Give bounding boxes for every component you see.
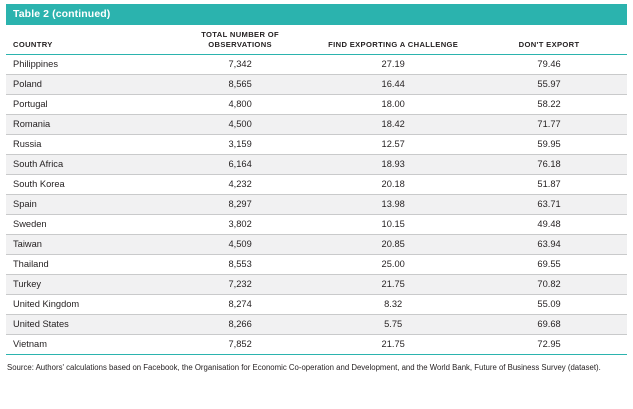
table-row [6, 274, 627, 294]
cell-country: Portugal [6, 94, 165, 114]
table-row [6, 214, 627, 234]
cell-challenge: 20.85 [315, 234, 471, 254]
cell-dont-export: 72.95 [471, 334, 627, 354]
cell-country: United States [6, 314, 165, 334]
cell-dont-export: 55.97 [471, 74, 627, 94]
cell-country: South Korea [6, 174, 165, 194]
cell-challenge: 12.57 [315, 134, 471, 154]
data-table [6, 25, 627, 355]
cell-challenge: 20.18 [315, 174, 471, 194]
cell-challenge: 18.42 [315, 114, 471, 134]
cell-observations: 3,802 [165, 214, 315, 234]
table-row [6, 154, 627, 174]
cell-dont-export: 49.48 [471, 214, 627, 234]
cell-observations: 4,500 [165, 114, 315, 134]
cell-country: Poland [6, 74, 165, 94]
cell-challenge: 21.75 [315, 334, 471, 354]
cell-country: Romania [6, 114, 165, 134]
cell-observations: 8,274 [165, 294, 315, 314]
cell-country: United Kingdom [6, 294, 165, 314]
cell-dont-export: 79.46 [471, 54, 627, 74]
cell-challenge: 16.44 [315, 74, 471, 94]
table-row [6, 114, 627, 134]
table-source-note: Source: Authors' calculations based on Facebook, the Organisation for Economic Co-operation and Development, and the World Bank, Future of Business Survey (dataset). [7, 362, 601, 372]
table-row [6, 234, 627, 254]
table-caption: Table 2 (continued) [6, 4, 627, 25]
cell-observations: 7,342 [165, 54, 315, 74]
table-body [6, 54, 627, 354]
cell-country: Spain [6, 194, 165, 214]
table-row [6, 334, 627, 354]
cell-observations: 4,509 [165, 234, 315, 254]
table-row [6, 134, 627, 154]
table-row [6, 174, 627, 194]
column-header-dont-export: DON'T EXPORT [471, 25, 627, 54]
cell-observations: 8,553 [165, 254, 315, 274]
cell-challenge: 18.93 [315, 154, 471, 174]
cell-observations: 3,159 [165, 134, 315, 154]
cell-country: Thailand [6, 254, 165, 274]
cell-dont-export: 63.71 [471, 194, 627, 214]
column-header-country: COUNTRY [6, 25, 165, 54]
table-row [6, 94, 627, 114]
table-row [6, 54, 627, 74]
cell-dont-export: 76.18 [471, 154, 627, 174]
cell-challenge: 18.00 [315, 94, 471, 114]
cell-dont-export: 55.09 [471, 294, 627, 314]
cell-observations: 7,852 [165, 334, 315, 354]
table-container [6, 4, 627, 373]
column-header-total-observations: TOTAL NUMBER OF OBSERVATIONS [165, 25, 315, 54]
cell-dont-export: 63.94 [471, 234, 627, 254]
cell-dont-export: 51.87 [471, 174, 627, 194]
table-row [6, 254, 627, 274]
cell-dont-export: 69.68 [471, 314, 627, 334]
cell-country: Philippines [6, 54, 165, 74]
cell-country: Vietnam [6, 334, 165, 354]
table-row [6, 74, 627, 94]
cell-challenge: 13.98 [315, 194, 471, 214]
cell-dont-export: 59.95 [471, 134, 627, 154]
cell-dont-export: 71.77 [471, 114, 627, 134]
cell-observations: 8,297 [165, 194, 315, 214]
table-header [6, 25, 627, 54]
cell-observations: 4,800 [165, 94, 315, 114]
cell-challenge: 5.75 [315, 314, 471, 334]
table-row [6, 314, 627, 334]
cell-dont-export: 70.82 [471, 274, 627, 294]
table-row [6, 194, 627, 214]
table-row [6, 294, 627, 314]
cell-challenge: 25.00 [315, 254, 471, 274]
cell-country: Sweden [6, 214, 165, 234]
cell-dont-export: 69.55 [471, 254, 627, 274]
cell-observations: 4,232 [165, 174, 315, 194]
cell-challenge: 21.75 [315, 274, 471, 294]
cell-dont-export: 58.22 [471, 94, 627, 114]
cell-observations: 7,232 [165, 274, 315, 294]
cell-country: South Africa [6, 154, 165, 174]
cell-observations: 8,565 [165, 74, 315, 94]
cell-challenge: 27.19 [315, 54, 471, 74]
table-header-row [6, 25, 627, 54]
cell-challenge: 8.32 [315, 294, 471, 314]
cell-country: Russia [6, 134, 165, 154]
cell-country: Taiwan [6, 234, 165, 254]
cell-country: Turkey [6, 274, 165, 294]
cell-observations: 6,164 [165, 154, 315, 174]
cell-challenge: 10.15 [315, 214, 471, 234]
column-header-find-exporting-challenge: FIND EXPORTING A CHALLENGE [315, 25, 471, 54]
cell-observations: 8,266 [165, 314, 315, 334]
